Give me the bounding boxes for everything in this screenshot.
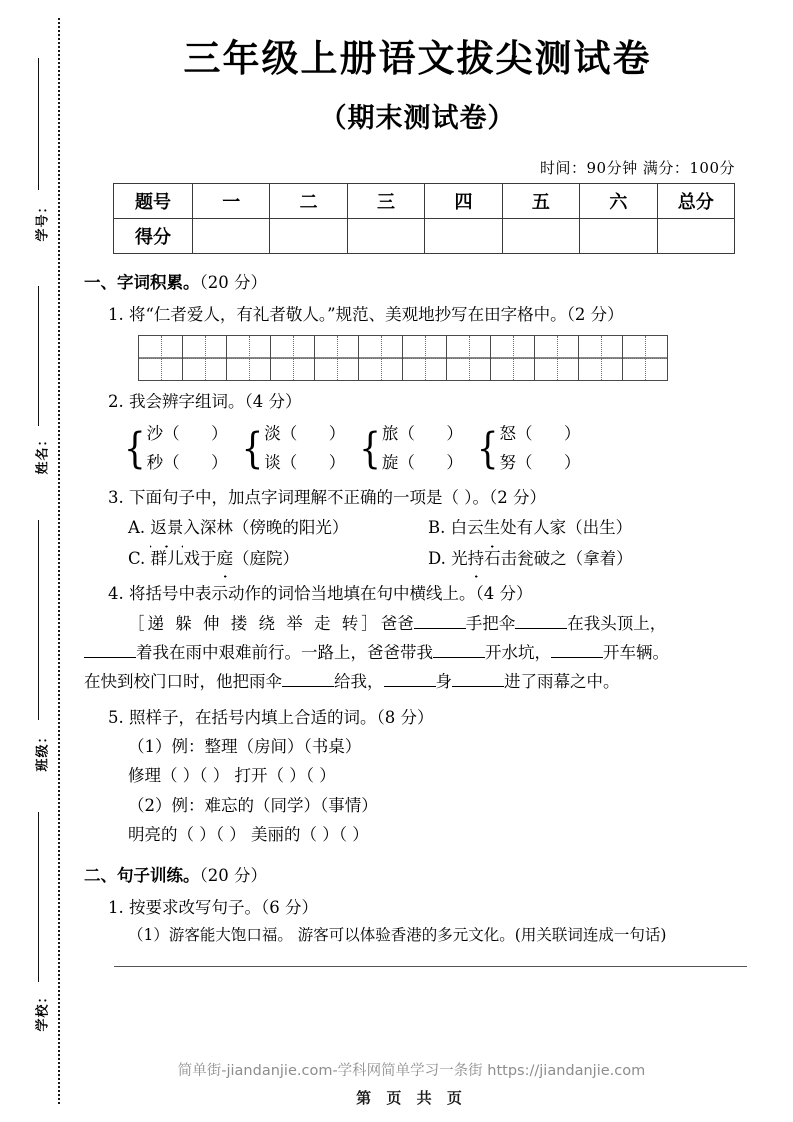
score-table-container bbox=[113, 183, 735, 254]
score-cell-0[interactable] bbox=[193, 219, 270, 254]
brace-pair bbox=[500, 420, 581, 477]
option-c-label: C. bbox=[128, 548, 146, 568]
option-b-pre: 白云 bbox=[450, 518, 484, 538]
tianzige-cell[interactable] bbox=[183, 336, 227, 380]
brace-top[interactable]: 旅（ ） bbox=[381, 424, 463, 444]
q4-text-i: 身 bbox=[435, 672, 452, 692]
fill-blank[interactable] bbox=[84, 657, 136, 658]
q4-text-b: 手把伞 bbox=[465, 613, 516, 633]
question-1-3-text: 下面句子中，加点字词理解不正确的一项是（ ）。（2 分） bbox=[129, 488, 546, 508]
question-1-4-number: 4. bbox=[108, 584, 124, 604]
brace-icon: { bbox=[124, 423, 146, 474]
margin-rule-4 bbox=[38, 812, 39, 982]
question-1-4-text: 将括号中表示动作的词恰当地填在句中横线上。（4 分） bbox=[129, 584, 533, 604]
brace-icon: { bbox=[241, 423, 264, 474]
footer-source-watermark: 简单街-jiandanjie.com-学科网简单学习一条街 https://jiandanjie.com bbox=[177, 1063, 646, 1079]
section-1-points: （20 分） bbox=[199, 273, 267, 293]
q4-text-e: 开水坑， bbox=[485, 642, 551, 662]
question-1-5-sub-1 bbox=[128, 732, 765, 761]
margin-rule-1 bbox=[38, 58, 39, 190]
brace-top[interactable]: 沙（ ） bbox=[146, 424, 228, 444]
fill-blank[interactable] bbox=[384, 686, 436, 687]
brace-pair bbox=[264, 420, 345, 477]
binding-margin-strip bbox=[0, 0, 70, 1122]
section-heading-2 bbox=[84, 861, 765, 890]
exam-content bbox=[84, 268, 765, 966]
score-table-row-label-1: 得分 bbox=[114, 219, 193, 254]
score-table bbox=[113, 183, 735, 254]
section-1-title: 一、字词积累。 bbox=[84, 273, 200, 293]
answer-write-line[interactable] bbox=[114, 966, 747, 967]
question-1-4 bbox=[108, 579, 765, 608]
score-table-row-label-0: 题号 bbox=[114, 184, 193, 219]
page-footer bbox=[70, 1059, 793, 1108]
question-1-1-text: 将“仁者爱人，有礼者敬人。”规范、美观地抄写在田字格中。（2 分） bbox=[129, 304, 624, 324]
character-discrimination-row bbox=[124, 420, 765, 477]
q5-sub1-label: （1） bbox=[128, 736, 172, 756]
fill-blank[interactable] bbox=[433, 657, 485, 658]
brace-bottom[interactable]: 秒（ ） bbox=[146, 452, 228, 472]
fill-blank[interactable] bbox=[515, 628, 567, 629]
brace-group bbox=[477, 420, 581, 477]
score-table-col-3: 四 bbox=[425, 184, 502, 219]
margin-label-name: 姓名： bbox=[35, 432, 51, 475]
question-1-4-line-1 bbox=[128, 609, 765, 638]
score-cell-6[interactable] bbox=[657, 219, 734, 254]
question-2-1-text: 按要求改写句子。（6 分） bbox=[129, 897, 318, 917]
brace-bottom[interactable]: 谈（ ） bbox=[264, 452, 346, 472]
question-1-3 bbox=[108, 483, 765, 512]
score-cell-1[interactable] bbox=[270, 219, 347, 254]
q4-text-f: 开车辆。 bbox=[603, 642, 669, 662]
option-row-ab bbox=[128, 513, 765, 542]
page-title: 三年级上册语文拔尖测试卷 bbox=[183, 37, 652, 80]
footer-page-number: 第 页 共 页 bbox=[356, 1089, 467, 1107]
page-subtitle: （期末测试卷） bbox=[319, 103, 516, 135]
fill-blank[interactable] bbox=[414, 628, 466, 629]
score-table-col-4: 五 bbox=[502, 184, 579, 219]
brace-pair bbox=[147, 420, 228, 477]
question-1-2-text: 我会辨字组词。（4 分） bbox=[129, 391, 302, 411]
option-d[interactable] bbox=[428, 544, 633, 573]
tianzige-cell[interactable] bbox=[447, 336, 491, 380]
question-1-3-number: 3. bbox=[108, 488, 124, 508]
margin-label-school: 学校： bbox=[35, 989, 51, 1032]
brace-top[interactable]: 怒（ ） bbox=[499, 424, 581, 444]
section-2-points: （20 分） bbox=[199, 866, 267, 886]
question-1-5-answer-line-1[interactable]: 修理（ ）（ ） 打开（ ）（ ） bbox=[128, 766, 336, 786]
fill-blank[interactable] bbox=[551, 657, 603, 658]
question-1-5-sub-2 bbox=[128, 791, 765, 820]
brace-group bbox=[124, 420, 228, 477]
q5-sub2-example: 例：难忘的（同学）（事情） bbox=[171, 795, 378, 815]
margin-rule-2 bbox=[38, 286, 39, 426]
option-c-emphasis: 庭 bbox=[217, 544, 234, 573]
tianzige-cell[interactable] bbox=[403, 336, 447, 380]
option-a[interactable] bbox=[128, 513, 428, 542]
table-row-scores bbox=[114, 219, 735, 254]
brace-icon: { bbox=[359, 423, 381, 474]
option-d-post: 石击瓮破之（拿着） bbox=[484, 548, 633, 568]
option-c[interactable] bbox=[128, 544, 428, 573]
brace-icon: { bbox=[476, 423, 499, 474]
score-table-col-5: 六 bbox=[580, 184, 657, 219]
tianzige-cell[interactable] bbox=[271, 336, 315, 380]
margin-label-student-id: 学号： bbox=[35, 199, 51, 242]
tianzige-cell[interactable] bbox=[491, 336, 535, 380]
section-heading-1 bbox=[84, 268, 765, 297]
option-d-pre: 光 bbox=[451, 548, 468, 568]
question-1-4-line-2 bbox=[84, 638, 765, 667]
option-b-emphasis: 生 bbox=[484, 513, 501, 542]
question-1-4-line-3 bbox=[84, 667, 765, 696]
option-b-post: 处有人家（出生） bbox=[500, 518, 633, 538]
score-table-col-0: 一 bbox=[193, 184, 270, 219]
brace-bottom[interactable]: 努（ ） bbox=[499, 452, 581, 472]
question-1-5-answer-line-2[interactable]: 明亮的（ ）（ ） 美丽的（ ）（ ） bbox=[128, 825, 369, 845]
question-1-5-text: 照样子，在括号内填上合适的词。（8 分） bbox=[129, 707, 434, 727]
tianzige-cell[interactable] bbox=[315, 336, 359, 380]
brace-pair bbox=[382, 420, 463, 477]
fill-blank[interactable] bbox=[282, 686, 334, 687]
q2-1-sub1-label: （1） bbox=[128, 926, 169, 945]
brace-group bbox=[242, 420, 346, 477]
exam-page bbox=[70, 0, 793, 1122]
tianzige-cell[interactable] bbox=[227, 336, 271, 380]
question-1-5 bbox=[108, 703, 765, 732]
tianzige-cell[interactable] bbox=[579, 336, 623, 380]
q5-sub1-example: 例：整理（房间）（书桌） bbox=[171, 736, 362, 756]
option-b-label: B. bbox=[428, 518, 446, 538]
question-2-1 bbox=[108, 893, 765, 922]
option-a-emphasis: 返景 bbox=[150, 513, 183, 542]
q4-text-g: 在快到校门口时，他把雨伞 bbox=[84, 672, 282, 692]
q4-text-h: 给我， bbox=[334, 672, 384, 692]
option-c-pre: 群儿戏于 bbox=[150, 548, 217, 568]
option-d-emphasis: 持 bbox=[468, 544, 485, 573]
tianzige-cell[interactable] bbox=[623, 336, 667, 380]
q4-text-c: 在我头顶上， bbox=[567, 613, 667, 633]
brace-group bbox=[359, 420, 463, 477]
tianzige-cell[interactable] bbox=[535, 336, 579, 380]
tianzige-cell[interactable] bbox=[359, 336, 403, 380]
score-cell-3[interactable] bbox=[425, 219, 502, 254]
word-bank: ［递 躲 伸 搂 绕 举 走 转］ bbox=[128, 613, 381, 633]
score-cell-5[interactable] bbox=[580, 219, 657, 254]
tianzige-writing-grid[interactable] bbox=[138, 335, 668, 381]
section-2-title: 二、句子训练。 bbox=[84, 866, 200, 886]
q2-1-sub1-text: 游客能大饱口福。 游客可以体验香港的多元文化。(用关联词连成一句话) bbox=[168, 926, 667, 945]
score-table-col-6: 总分 bbox=[657, 184, 734, 219]
tianzige-cell[interactable] bbox=[139, 336, 183, 380]
q4-text-a: 爸爸 bbox=[380, 613, 414, 633]
option-d-label: D. bbox=[428, 548, 446, 568]
question-2-1-sub-1 bbox=[128, 922, 765, 950]
q4-text-d: 着我在雨中艰难前行。一路上，爸爸带我 bbox=[136, 642, 433, 662]
option-a-post: 入深林（傍晚的阳光） bbox=[183, 518, 349, 538]
option-row-cd bbox=[128, 544, 765, 573]
option-a-label: A. bbox=[128, 518, 146, 538]
margin-rule-3 bbox=[38, 520, 39, 720]
question-1-2 bbox=[108, 387, 765, 416]
question-2-1-number: 1. bbox=[108, 897, 124, 917]
question-1-5-number: 5. bbox=[108, 707, 124, 727]
question-1-1 bbox=[108, 300, 765, 329]
score-table-col-2: 三 bbox=[347, 184, 424, 219]
brace-bottom[interactable]: 旋（ ） bbox=[381, 452, 463, 472]
question-1-3-options bbox=[128, 513, 765, 573]
fold-dotted-line bbox=[58, 18, 60, 1104]
option-c-post: （庭院） bbox=[233, 548, 300, 568]
brace-top[interactable]: 淡（ ） bbox=[264, 424, 346, 444]
q4-text-j: 进了雨幕之中。 bbox=[504, 672, 620, 692]
option-b[interactable] bbox=[428, 513, 632, 542]
question-1-1-number: 1. bbox=[108, 304, 124, 324]
score-cell-4[interactable] bbox=[502, 219, 579, 254]
exam-meta-info: 时间：90分钟 满分：100分 bbox=[540, 159, 735, 178]
fill-blank[interactable] bbox=[452, 686, 504, 687]
margin-label-class: 班级： bbox=[35, 729, 51, 772]
score-table-col-1: 二 bbox=[270, 184, 347, 219]
question-1-2-number: 2. bbox=[108, 391, 124, 411]
table-row-question-numbers bbox=[114, 184, 735, 219]
score-cell-2[interactable] bbox=[347, 219, 424, 254]
q5-sub2-label: （2） bbox=[128, 795, 172, 815]
